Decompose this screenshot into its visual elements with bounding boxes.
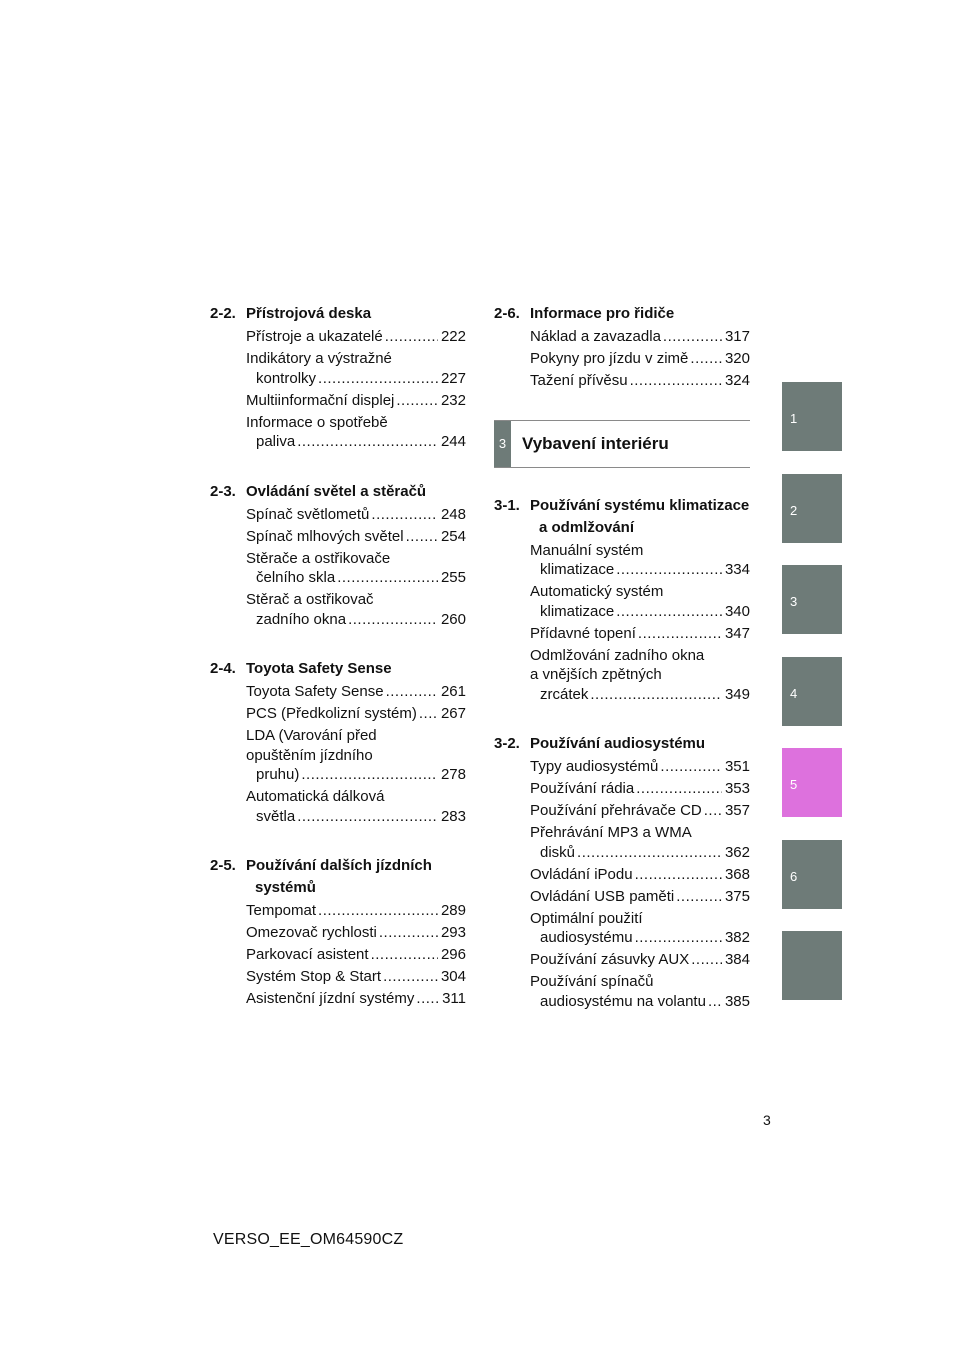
entry-text: Systém Stop & Start <box>246 968 382 985</box>
entry-page: 368 <box>724 865 750 883</box>
page-number: 3 <box>763 1112 771 1128</box>
toc-entry[interactable] <box>246 413 466 452</box>
entry-page: 357 <box>724 802 750 819</box>
entry-text: Spínač světlometů <box>246 505 370 523</box>
dot-leader <box>577 843 722 863</box>
entry-page: 293 <box>440 924 466 941</box>
entry-text: Náklad a zavazadla <box>530 328 661 345</box>
section-heading <box>210 481 466 503</box>
entry-page: 267 <box>440 705 466 722</box>
entry-line <box>246 527 466 547</box>
entry-text: Přídavné topení <box>530 624 636 642</box>
entry-page: 351 <box>724 758 750 775</box>
section-title: Používání audiosystému <box>530 735 706 752</box>
dot-leader <box>638 624 722 644</box>
section-number: 2-3. <box>210 482 236 500</box>
entry-text: Používání zásuvky AUX <box>530 951 690 968</box>
toc-entry[interactable] <box>530 371 750 391</box>
dot-leader <box>297 807 438 827</box>
toc-entry[interactable] <box>246 391 466 411</box>
entry-line <box>530 602 750 622</box>
entry-text: Optimální použití <box>530 909 643 927</box>
section-number: 2-2. <box>210 305 236 322</box>
chapter-tab[interactable] <box>782 474 842 543</box>
toc-entry[interactable] <box>246 590 466 629</box>
toc-section <box>494 733 750 1011</box>
entry-line <box>246 704 466 724</box>
entry-page: 334 <box>724 561 750 578</box>
entry-line <box>530 928 750 948</box>
entry-text: Asistenční jízdní systémy <box>246 990 415 1007</box>
dot-leader <box>371 505 438 525</box>
chapter-tab-label: 2 <box>790 502 798 518</box>
toc-entry[interactable] <box>246 505 466 525</box>
entry-page: 260 <box>440 610 466 628</box>
entry-page: 317 <box>724 328 750 345</box>
entry-page: 222 <box>440 328 466 345</box>
entry-page: 382 <box>724 929 750 946</box>
toc-entry[interactable] <box>246 967 466 987</box>
entry-line <box>530 801 750 821</box>
entry-text: Stěrač a ostřikovač <box>246 591 374 608</box>
entry-text: Automatický systém <box>530 583 664 600</box>
chapter-tab[interactable] <box>782 382 842 451</box>
entry-page: 232 <box>440 391 466 409</box>
section-title: Toyota Safety Sense <box>246 660 392 677</box>
entry-page: 349 <box>724 685 750 703</box>
entry-text: paliva <box>256 433 296 450</box>
entry-line <box>246 901 466 921</box>
toc-entry[interactable] <box>530 624 750 644</box>
toc-entry[interactable] <box>246 327 466 347</box>
entry-text: Ovládání iPodu <box>530 865 633 883</box>
toc-section <box>494 495 750 705</box>
chapter-tab-label: 1 <box>790 411 798 426</box>
entry-line <box>530 887 750 907</box>
entry-line <box>530 371 750 391</box>
dot-leader <box>371 945 438 965</box>
entry-text: čelního skla <box>256 569 336 586</box>
dot-leader <box>318 369 438 389</box>
toc-entry[interactable] <box>530 823 750 862</box>
dot-leader <box>396 391 438 411</box>
entry-line <box>530 865 750 885</box>
entry-text: audiosystému <box>540 929 633 946</box>
entry-text: Používání přehrávače CD <box>530 802 702 819</box>
toc-section <box>210 303 466 452</box>
entry-text: Používání rádia <box>530 780 635 797</box>
dot-leader <box>616 602 722 622</box>
entry-text: Tempomat <box>246 902 317 919</box>
toc-entry[interactable] <box>246 349 466 388</box>
entry-line <box>246 432 466 452</box>
entry-text: a vnějších zpětných <box>530 666 662 683</box>
entry-line <box>246 327 466 347</box>
entry-text: Tažení přívěsu <box>530 372 628 389</box>
entry-page: 347 <box>724 624 750 642</box>
entry-text: zrcátek <box>540 685 589 703</box>
toc-entry[interactable] <box>530 865 750 885</box>
section-number: 3-1. <box>494 496 520 514</box>
toc-section <box>494 303 750 391</box>
section-number: 3-2. <box>494 735 520 752</box>
dot-leader <box>635 865 722 885</box>
entry-line <box>530 950 750 970</box>
dot-leader <box>708 992 722 1012</box>
entry-line <box>530 685 750 705</box>
entry-text: disků <box>540 843 576 861</box>
section-title: Přístrojová deska <box>246 305 372 322</box>
entry-page: 353 <box>724 780 750 797</box>
entry-text: PCS (Předkolizní systém) <box>246 705 417 722</box>
dot-leader <box>406 527 438 547</box>
entry-line <box>530 560 750 580</box>
toc-left-column <box>210 303 466 1038</box>
entry-text: Odmlžování zadního okna <box>530 646 705 664</box>
dot-leader <box>676 887 722 907</box>
chapter-banner-tab: 3 <box>494 421 511 467</box>
section-title: Informace pro řidiče <box>530 305 675 322</box>
toc-entry[interactable] <box>246 527 466 547</box>
section-number: 2-5. <box>210 857 236 874</box>
entry-text: pruhu) <box>256 766 300 783</box>
entry-line <box>246 945 466 965</box>
entry-page: 324 <box>724 372 750 389</box>
entry-page: 304 <box>440 968 466 985</box>
section-title: Používání systému klimatizace a odmlžování <box>530 496 750 536</box>
toc-entry[interactable] <box>530 950 750 970</box>
entry-line <box>246 610 466 630</box>
entry-text: Informace o spotřebě <box>246 413 388 431</box>
entry-line <box>530 779 750 799</box>
toc-entry[interactable] <box>246 901 466 921</box>
dot-leader <box>383 967 438 987</box>
entry-page: 375 <box>724 887 750 905</box>
entry-text: Stěrače a ostřikovače <box>246 549 391 567</box>
section-heading <box>494 495 750 539</box>
section-number: 2-4. <box>210 660 236 677</box>
entry-line <box>246 369 466 389</box>
entry-page: 244 <box>440 433 466 450</box>
entry-line <box>246 568 466 588</box>
chapter-tab[interactable] <box>782 931 842 1000</box>
dot-leader <box>636 779 722 799</box>
entry-page: 254 <box>440 527 466 545</box>
entry-page: 384 <box>724 951 750 968</box>
entry-text: Používání spínačů <box>530 973 654 990</box>
entry-page: 320 <box>724 350 750 367</box>
toc-entry[interactable] <box>530 582 750 621</box>
toc-entry[interactable] <box>530 541 750 580</box>
chapter-tab-label: 4 <box>790 685 798 701</box>
entry-page: 278 <box>440 766 466 783</box>
toc-right-top <box>494 303 750 391</box>
entry-line <box>530 624 750 644</box>
entry-line <box>530 757 750 777</box>
toc-section <box>210 658 466 826</box>
dot-leader <box>660 757 722 777</box>
entry-page: 385 <box>724 992 750 1010</box>
entry-text: Typy audiosystémů <box>530 758 659 775</box>
toc-entry[interactable] <box>530 349 750 369</box>
toc-entry[interactable] <box>246 726 466 785</box>
entry-page: 255 <box>440 569 466 586</box>
dot-leader <box>379 923 438 943</box>
entry-text: Ovládání USB paměti <box>530 887 675 905</box>
chapter-tab-label: 5 <box>790 777 798 792</box>
chapter-tabs <box>782 382 842 1023</box>
entry-page: 248 <box>440 505 466 523</box>
entry-line <box>530 843 750 863</box>
toc-right-column <box>494 303 750 1040</box>
entry-text: Manuální systém <box>530 541 644 559</box>
chapter-tab-label: 3 <box>790 594 798 609</box>
toc-entry[interactable] <box>530 779 750 799</box>
entry-text: Spínač mlhových světel <box>246 527 404 545</box>
entry-text: kontrolky <box>256 369 317 387</box>
entry-text: Multiinformační displej <box>246 391 395 409</box>
entry-text: Pokyny pro jízdu v zimě <box>530 350 689 367</box>
dot-leader <box>318 901 438 921</box>
entry-line <box>246 391 466 411</box>
entry-text: klimatizace <box>540 561 615 578</box>
toc-section <box>210 481 466 630</box>
entry-text: Toyota Safety Sense <box>246 683 384 700</box>
toc-entry[interactable] <box>246 989 466 1009</box>
dot-leader <box>690 349 722 369</box>
toc-entry[interactable] <box>530 757 750 777</box>
dot-leader <box>419 704 438 724</box>
entry-text: LDA (Varování před <box>246 727 377 744</box>
entry-page: 340 <box>724 602 750 620</box>
entry-page: 283 <box>440 807 466 825</box>
entry-text: opuštěním jízdního <box>246 746 373 764</box>
entry-line <box>246 682 466 702</box>
entry-page: 311 <box>442 990 466 1007</box>
dot-leader <box>385 327 438 347</box>
toc-entry[interactable] <box>246 549 466 588</box>
dot-leader <box>704 801 722 821</box>
entry-text: Indikátory a výstražné <box>246 350 392 367</box>
entry-text: audiosystému na volantu <box>540 992 706 1010</box>
dot-leader <box>630 371 722 391</box>
toc-entry[interactable] <box>530 887 750 907</box>
dot-leader <box>386 682 438 702</box>
entry-line <box>246 967 466 987</box>
entry-page: 261 <box>440 683 466 700</box>
toc-entry[interactable] <box>530 972 750 1011</box>
dot-leader <box>416 989 438 1009</box>
entry-line <box>246 505 466 525</box>
entry-text: Přehrávání MP3 a WMA <box>530 824 692 841</box>
entry-line <box>246 807 466 827</box>
chapter-tab[interactable] <box>782 657 842 726</box>
entry-line <box>246 989 466 1009</box>
section-heading <box>210 855 466 899</box>
entry-page: 362 <box>724 843 750 861</box>
toc-entry[interactable] <box>530 327 750 347</box>
entry-text: Automatická dálková <box>246 788 385 805</box>
entry-line <box>530 349 750 369</box>
entry-page: 227 <box>440 369 466 387</box>
section-number: 2-6. <box>494 305 520 322</box>
toc-section <box>210 855 466 1009</box>
dot-leader <box>635 928 722 948</box>
section-heading <box>210 658 466 680</box>
entry-text: Přístroje a ukazatelé <box>246 328 383 345</box>
dot-leader <box>348 610 438 630</box>
entry-line <box>246 765 466 785</box>
dot-leader <box>616 560 722 580</box>
chapter-tab[interactable] <box>782 748 842 817</box>
toc-entry[interactable] <box>530 801 750 821</box>
entry-text: klimatizace <box>540 602 615 620</box>
entry-line <box>530 992 750 1012</box>
chapter-tab-label: 6 <box>790 868 798 884</box>
toc-right-bottom <box>494 495 750 1012</box>
dot-leader <box>337 568 438 588</box>
toc-entry[interactable] <box>246 945 466 965</box>
entry-text: světla <box>256 807 296 825</box>
toc-entry[interactable] <box>246 682 466 702</box>
section-title: Ovládání světel a stěračů <box>246 482 427 500</box>
chapter-tab[interactable] <box>782 840 842 909</box>
section-heading <box>494 303 750 325</box>
entry-page: 296 <box>440 946 466 963</box>
entry-line <box>246 923 466 943</box>
chapter-tab[interactable] <box>782 565 842 634</box>
entry-text: Omezovač rychlosti <box>246 924 377 941</box>
section-heading <box>210 303 466 325</box>
section-title: Používání dalších jízdních systémů <box>246 857 432 896</box>
entry-text: Parkovací asistent <box>246 946 369 963</box>
chapter-banner <box>494 420 750 468</box>
section-heading <box>494 733 750 755</box>
entry-text: zadního okna <box>256 610 347 628</box>
toc-entry[interactable] <box>246 704 466 724</box>
dot-leader <box>590 685 722 705</box>
entry-page: 289 <box>440 902 466 919</box>
entry-line <box>530 327 750 347</box>
toc-entry[interactable] <box>530 646 750 705</box>
dot-leader <box>301 765 438 785</box>
dot-leader <box>691 950 722 970</box>
toc-entry[interactable] <box>246 923 466 943</box>
dot-leader <box>663 327 722 347</box>
document-code: VERSO_EE_OM64590CZ <box>213 1231 404 1248</box>
chapter-banner-title: Vybavení interiéru <box>522 433 669 453</box>
dot-leader <box>297 432 438 452</box>
toc-entry[interactable] <box>530 909 750 948</box>
toc-entry[interactable] <box>246 787 466 826</box>
